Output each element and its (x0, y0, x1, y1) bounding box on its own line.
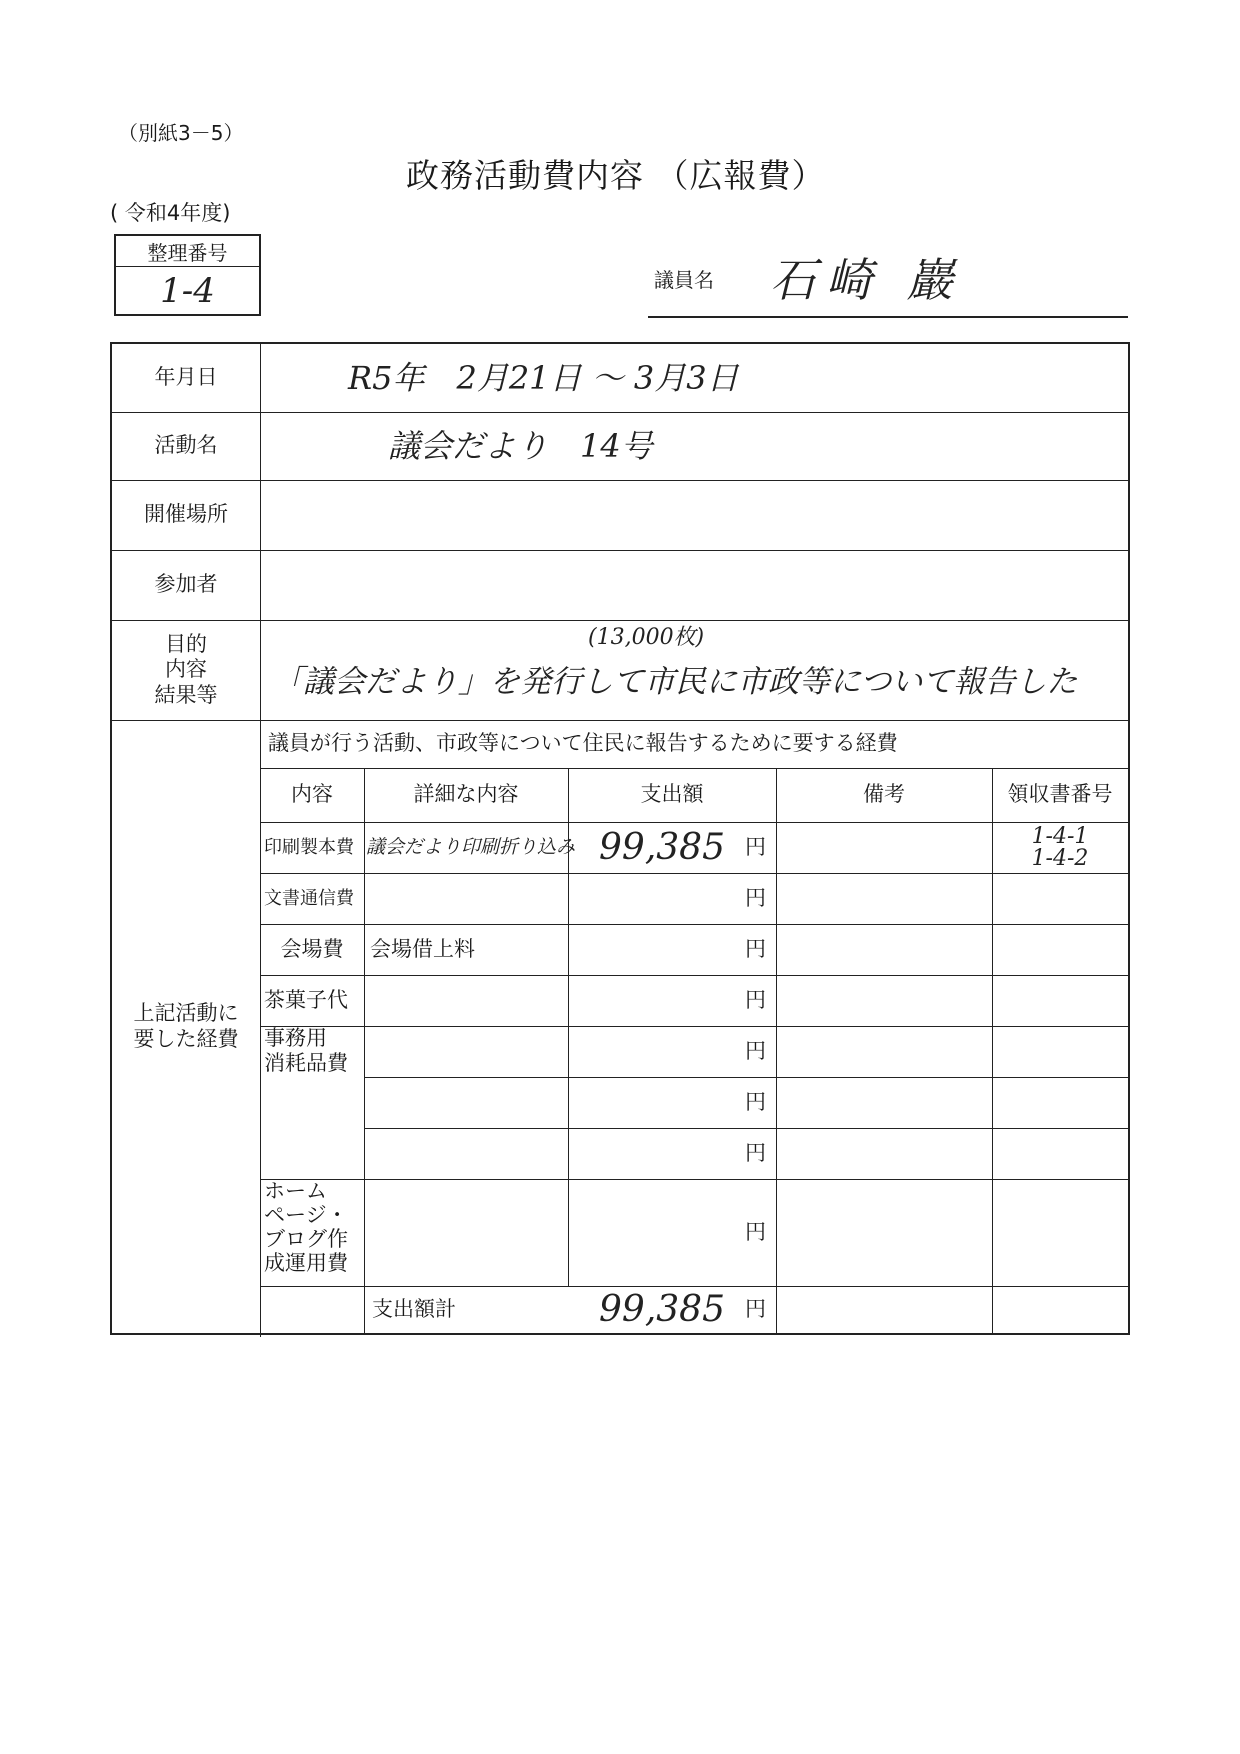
member-name-value: 石崎 巖 (770, 253, 963, 307)
reference-number-box (114, 234, 261, 316)
web-label-line-2: ページ・ (264, 1203, 348, 1228)
attachment-label: （別紙3－5） (118, 121, 244, 145)
header-content: 内容 (291, 782, 333, 807)
web-label-line-3: ブログ作 (264, 1227, 348, 1252)
header-amount: 支出額 (640, 782, 704, 807)
purpose-value: 「議会だより」を発行して市民に市政等について報告した (272, 664, 1078, 700)
snacks-yen: 円 (745, 987, 766, 1012)
venue-label: 開催場所 (144, 502, 228, 527)
total-amount: 99,385 (599, 1288, 725, 1330)
supplies-yen-3: 円 (745, 1140, 766, 1165)
supplies-label-line-2: 消耗品費 (264, 1051, 348, 1076)
postage-yen: 円 (745, 885, 766, 910)
expenses-section-label (112, 720, 260, 1333)
printing-receipt-2: 1-4-2 (1031, 845, 1089, 871)
reference-number-label: 整理番号 (116, 236, 259, 267)
header-remarks: 備考 (863, 782, 905, 807)
web-label-line-1: ホーム (264, 1179, 327, 1203)
header-receipt-number: 領収書番号 (1007, 782, 1113, 807)
supplies-yen-1: 円 (745, 1038, 766, 1063)
venue-fee-yen: 円 (745, 936, 766, 961)
member-name-label: 議員名 (654, 268, 714, 292)
reference-number-value: 1-4 (160, 270, 215, 311)
venue-fee-label: 会場費 (280, 936, 344, 961)
venue-fee-detail: 会場借上料 (370, 936, 475, 961)
snacks-label: 茶菓子代 (264, 987, 348, 1012)
participants-label: 参加者 (154, 572, 218, 597)
fiscal-year: ( 令和4年度) (110, 201, 231, 225)
expenses-description: 議員が行う活動、市政等について住民に報告するために要する経費 (268, 731, 898, 756)
printing-receipt-numbers (992, 822, 1128, 873)
printing-detail: 議会だより印刷折り込み (366, 836, 576, 859)
web-label-line-4: 成運用費 (264, 1251, 348, 1276)
activity-value: 議会だより 14号 (388, 426, 653, 465)
postage-label: 文書通信費 (264, 887, 354, 909)
total-label: 支出額計 (372, 1296, 456, 1321)
web-yen: 円 (745, 1219, 766, 1244)
member-name-underline (648, 316, 1128, 318)
supplies-label (260, 1026, 364, 1179)
supplies-label-line-1: 事務用 (264, 1026, 327, 1050)
web-label (260, 1179, 364, 1286)
printing-amount: 99,385 (599, 826, 725, 868)
purpose-label-line-2: 内容 (165, 657, 207, 682)
activity-label: 活動名 (154, 433, 218, 458)
expenses-section-label-line-1: 上記活動に (133, 1001, 239, 1026)
purpose-label-line-3: 結果等 (154, 682, 218, 707)
main-table (110, 342, 1130, 1335)
date-value: R5年 2月21日 ～ 3月3日 (348, 358, 739, 397)
purpose-label-line-1: 目的 (165, 632, 207, 657)
printing-yen: 円 (745, 834, 766, 859)
expenses-section-label-line-2: 要した経費 (133, 1026, 239, 1051)
form-title: 政務活動費内容 （広報費） (406, 156, 826, 195)
purpose-label (112, 620, 260, 720)
header-detail: 詳細な内容 (413, 782, 519, 807)
total-yen: 円 (745, 1296, 766, 1321)
supplies-yen-2: 円 (745, 1089, 766, 1114)
printing-label: 印刷製本費 (264, 836, 354, 858)
date-label: 年月日 (154, 365, 218, 390)
purpose-note: (13,000枚) (588, 625, 705, 650)
printing-receipt-1: 1-4-1 (1031, 823, 1089, 849)
